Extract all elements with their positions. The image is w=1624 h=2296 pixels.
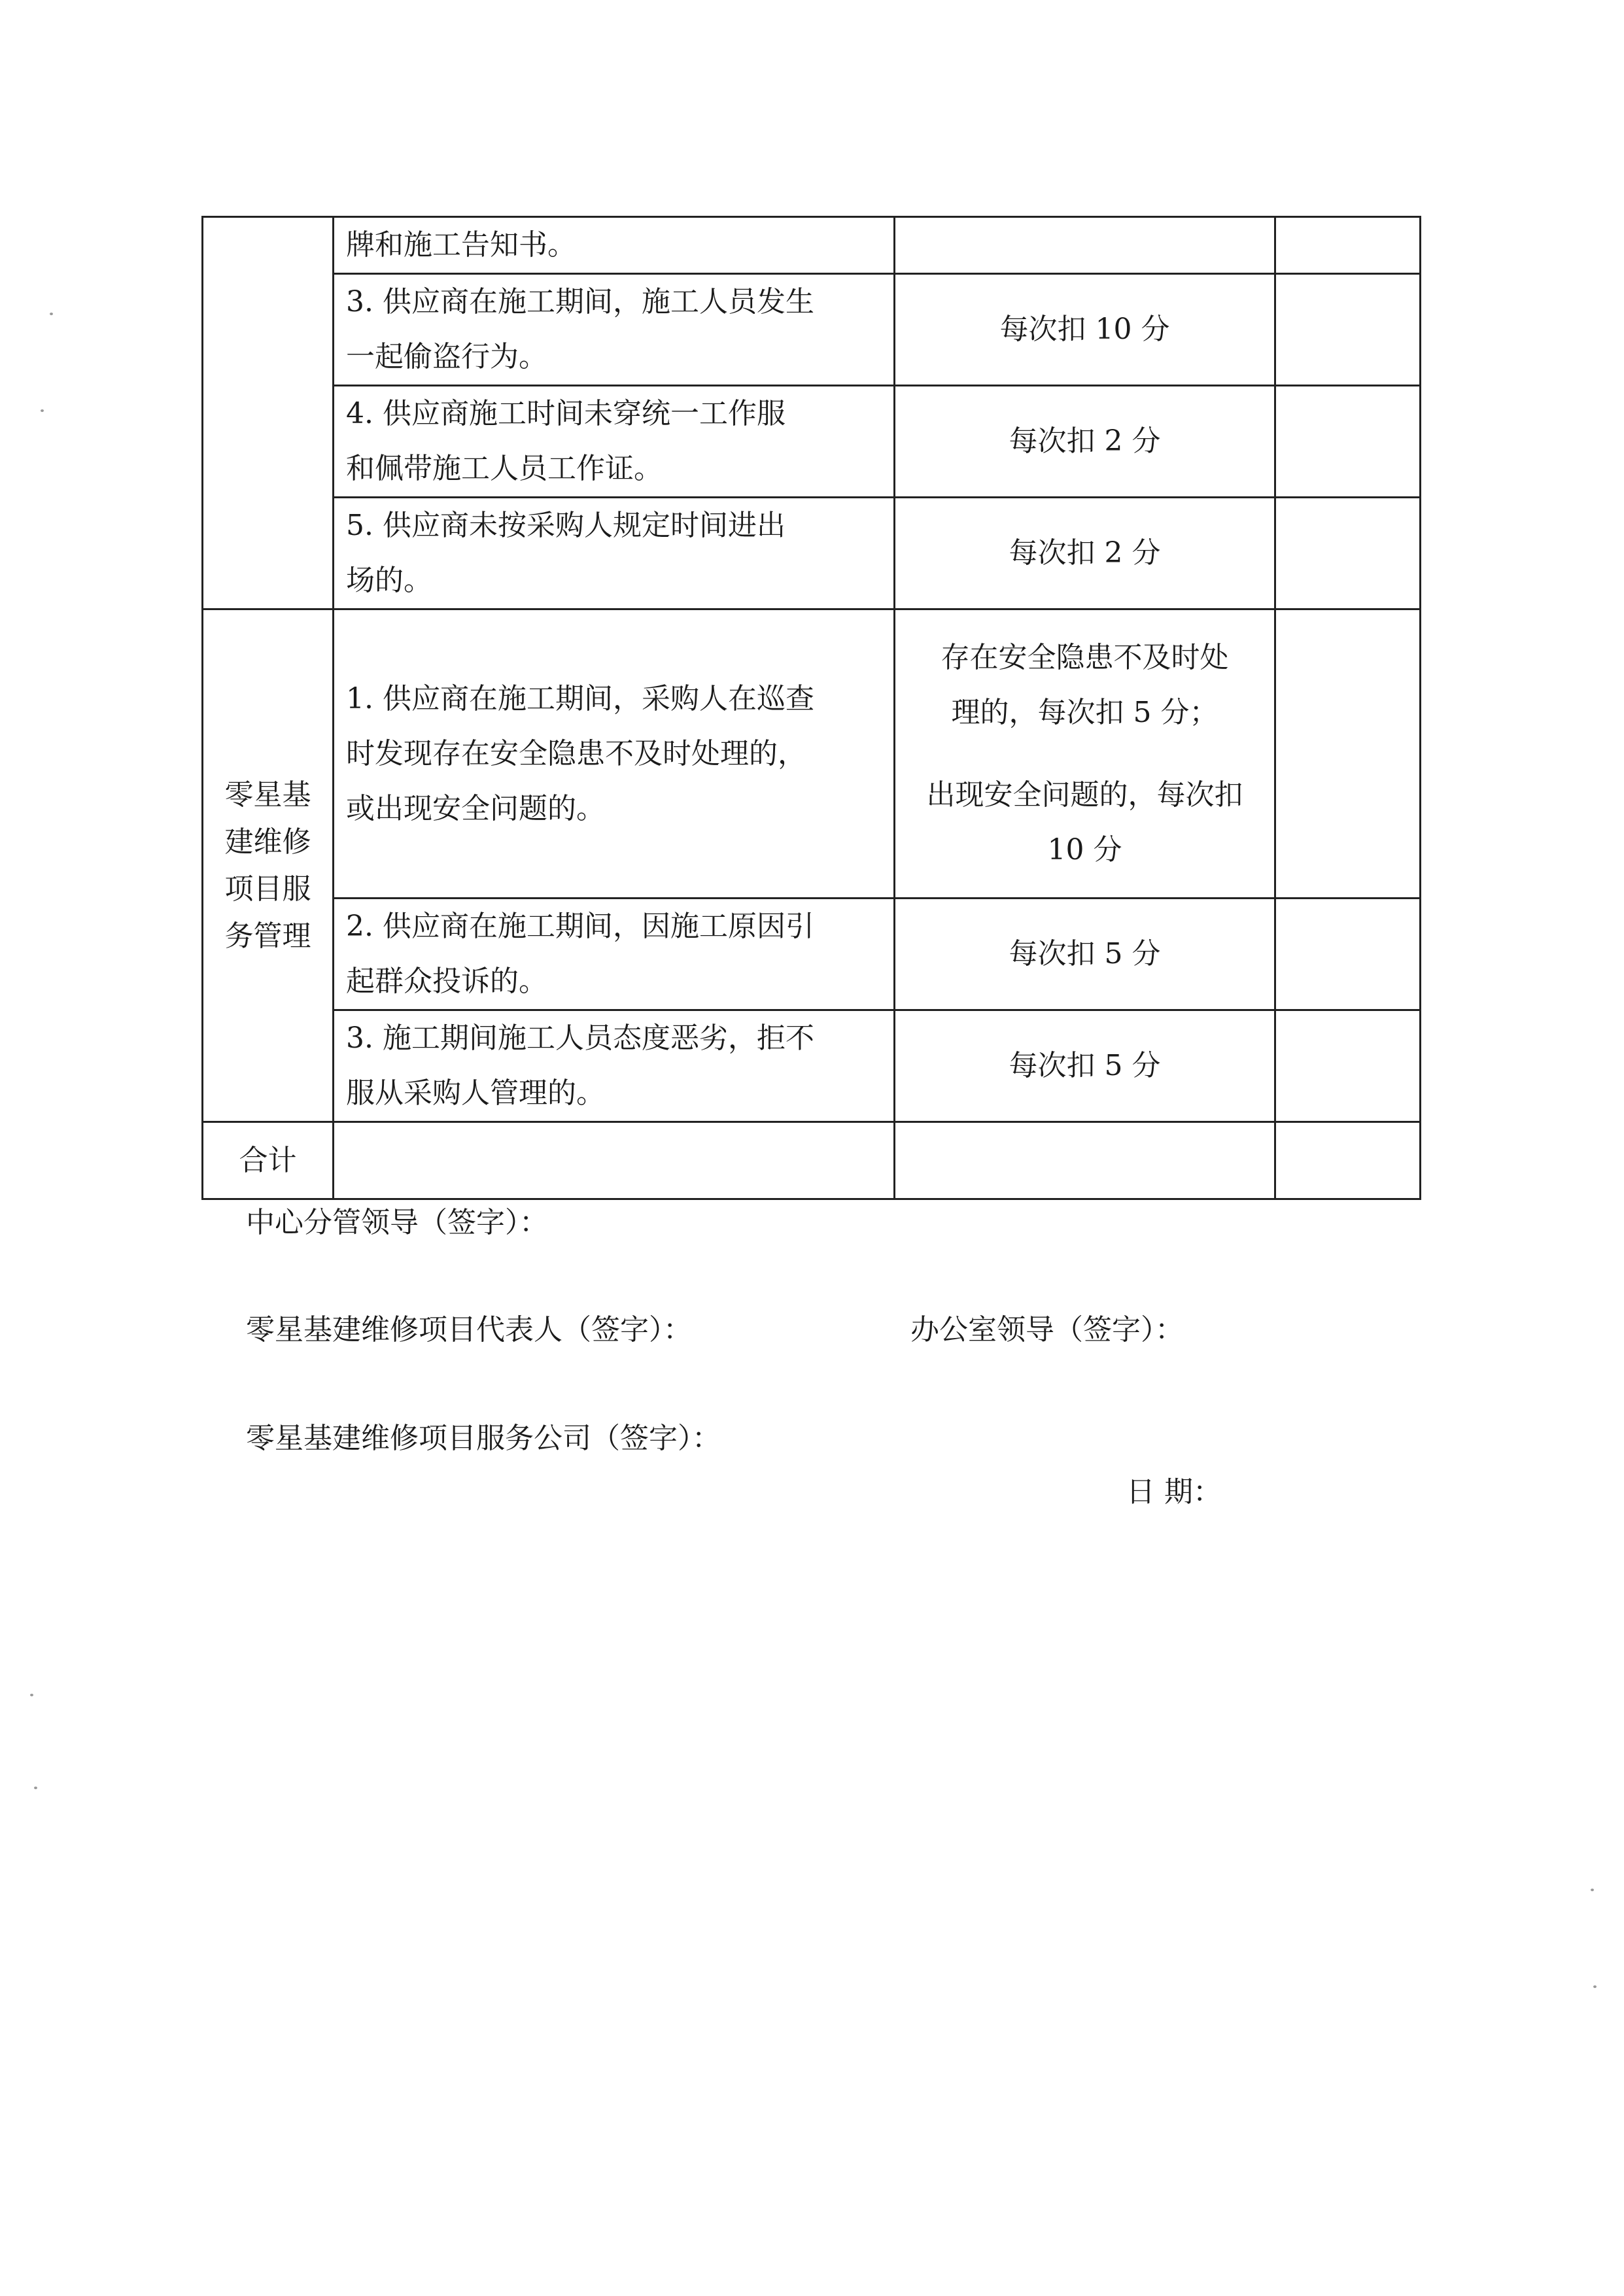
deduction-cell — [895, 1010, 1275, 1122]
item-line: 4. 供应商施工时间未穿统一工作服 — [346, 397, 786, 430]
evaluation-table — [201, 216, 1421, 1200]
item-cell — [334, 498, 895, 609]
deduction-text: 每次扣 5 分 — [1009, 1049, 1161, 1082]
item-cell — [334, 386, 895, 498]
date-label: 日 期： — [1126, 1475, 1222, 1509]
service-company-signature-label: 零星基建维修项目服务公司（签字）： — [246, 1422, 721, 1455]
scan-speck — [1591, 1889, 1594, 1891]
table-row — [203, 498, 1421, 609]
item-cell — [334, 1010, 895, 1122]
item-line: 3. 施工期间施工人员态度恶劣，拒不 — [346, 1021, 814, 1055]
deduction-gap — [908, 740, 1261, 768]
item-line: 和佩带施工人员工作证。 — [346, 452, 663, 485]
table-row — [203, 899, 1421, 1010]
category-line: 零星基 — [224, 778, 311, 812]
table-row — [203, 217, 1421, 274]
scan-speck — [1593, 1985, 1597, 1988]
item-line: 5. 供应商未按采购人规定时间进出 — [346, 509, 786, 542]
score-cell — [1275, 386, 1421, 498]
center-leader-signature-label: 中心分管领导（签字）： — [246, 1206, 548, 1239]
table-row — [203, 274, 1421, 386]
deduction-text: 每次扣 2 分 — [1009, 424, 1161, 458]
item-line: 起群众投诉的。 — [346, 965, 547, 998]
item-line: 2. 供应商在施工期间，因施工原因引 — [346, 910, 814, 943]
category-line: 建维修 — [224, 825, 311, 859]
category-line: 项目服 — [224, 872, 311, 906]
score-cell — [1275, 217, 1421, 274]
table-row — [203, 386, 1421, 498]
scan-speck — [41, 409, 44, 412]
deduction-cell — [895, 274, 1275, 386]
table-row — [203, 1010, 1421, 1122]
item-line: 牌和施工告知书。 — [346, 228, 576, 262]
item-cell — [334, 217, 895, 274]
item-line: 场的。 — [346, 564, 432, 597]
total-score-cell — [1275, 1122, 1421, 1199]
deduction-text: 每次扣 5 分 — [1009, 937, 1161, 970]
item-cell — [334, 274, 895, 386]
score-cell — [1275, 1010, 1421, 1122]
item-cell — [334, 609, 895, 899]
table-row — [203, 609, 1421, 899]
category-line: 务管理 — [224, 919, 311, 953]
item-line: 一起偷盗行为。 — [346, 340, 547, 373]
deduction-cell — [895, 609, 1275, 899]
category-cell — [203, 609, 334, 1122]
total-label: 合计 — [203, 1122, 334, 1199]
deduction-line: 10 分 — [1047, 832, 1122, 866]
deduction-cell — [895, 386, 1275, 498]
deduction-text: 每次扣 10 分 — [999, 313, 1170, 346]
total-row — [203, 1122, 1421, 1199]
item-line: 1. 供应商在施工期间，采购人在巡查 — [346, 681, 814, 715]
scan-speck — [34, 1787, 37, 1789]
score-cell — [1275, 274, 1421, 386]
category-cell-empty — [203, 217, 334, 609]
score-cell — [1275, 899, 1421, 1010]
item-cell — [334, 899, 895, 1010]
project-rep-signature-label: 零星基建维修项目代表人（签字）： — [246, 1313, 692, 1346]
scan-speck — [30, 1694, 33, 1696]
deduction-line: 存在安全隐患不及时处 — [941, 640, 1229, 674]
item-line: 或出现安全问题的。 — [346, 791, 605, 825]
item-line: 3. 供应商在施工期间，施工人员发生 — [346, 285, 814, 318]
score-cell — [1275, 498, 1421, 609]
deduction-cell — [895, 899, 1275, 1010]
total-deduction-cell — [895, 1122, 1275, 1199]
office-leader-signature-label: 办公室领导（签字）： — [910, 1313, 1184, 1346]
deduction-text: 每次扣 2 分 — [1009, 536, 1161, 570]
item-line: 服从采购人管理的。 — [346, 1076, 605, 1110]
deduction-line: 理的，每次扣 5 分； — [951, 695, 1218, 729]
score-cell — [1275, 609, 1421, 899]
item-line: 时发现存在安全隐患不及时处理的， — [346, 736, 806, 770]
deduction-cell — [895, 217, 1275, 274]
deduction-cell — [895, 498, 1275, 609]
deduction-line: 出现安全问题的，每次扣 — [926, 778, 1243, 812]
total-item-cell — [334, 1122, 895, 1199]
scan-speck — [50, 313, 53, 315]
